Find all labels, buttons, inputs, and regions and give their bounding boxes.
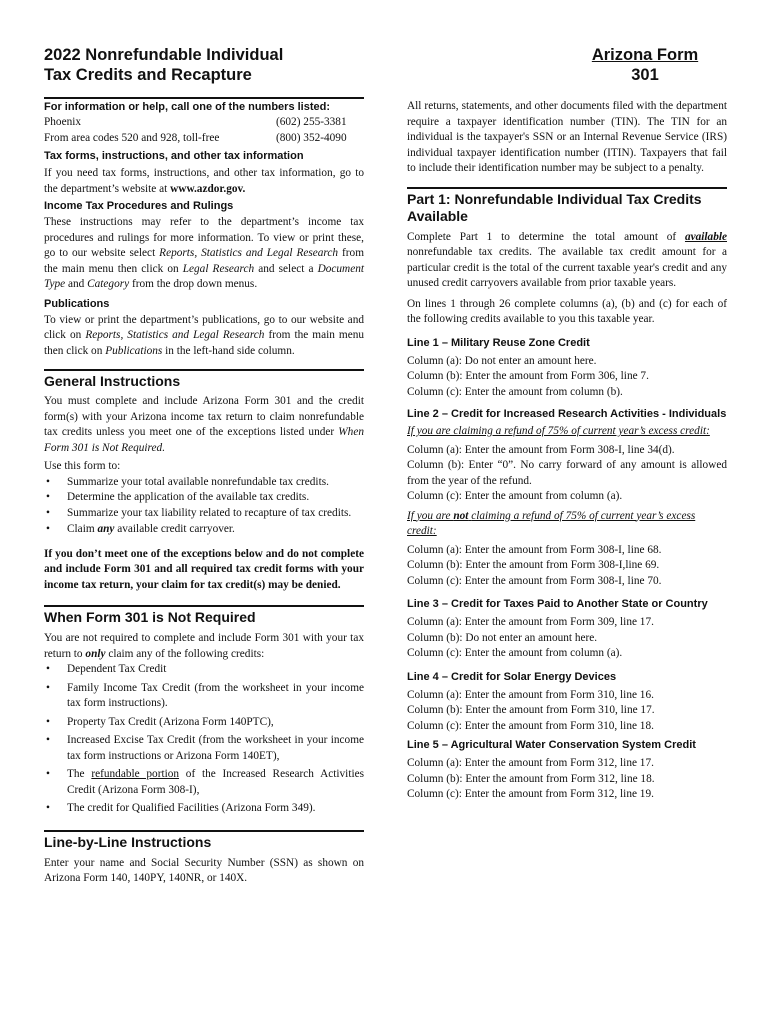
list-item: • Summarize your total available nonrefundable tax credits. — [44, 475, 364, 491]
line2-not-claim-condition: If you are not claiming a refund of 75% of current year’s excess credit: — [407, 509, 696, 537]
form-id: 301 — [631, 66, 659, 84]
line5-heading: Line 5 – Agricultural Water Conservation System Credit — [407, 739, 696, 751]
right-column — [407, 99, 727, 803]
line-by-line-text: Enter your name and Social Security Number (SSN) as shown on Arizona Form 140, 140PY, 140NR, or 140X. — [44, 856, 364, 884]
tax-forms-text: If you need tax forms, instructions, and other tax information, go to the department’s website at www.azdor.gov. — [44, 167, 364, 195]
line3-instructions — [407, 615, 727, 662]
part1-para2: On lines 1 through 26 complete columns (a), (b) and (c) for each of the following credits available to you this taxable year. — [407, 297, 727, 325]
list-item: • Determine the application of the available tax credits. — [44, 490, 364, 506]
info-section — [44, 97, 364, 146]
column-a-text: Column (a): Enter the amount from Form 309, line 17. — [407, 616, 654, 628]
left-column — [44, 97, 364, 887]
phoenix-number: (602) 255-3381 — [276, 116, 347, 128]
tax-forms-heading: Tax forms, instructions, and other tax information — [44, 150, 304, 162]
line2-claim-condition: If you are claiming a refund of 75% of current year’s excess credit: — [407, 425, 710, 437]
column-a-text: Column (a): Enter the amount from Form 310, line 16. — [407, 688, 654, 701]
column-c-text: Column (c): Enter the amount from column (a). — [407, 647, 623, 659]
part1-para1: Complete Part 1 to determine the total amount of available nonrefundable tax credits. The available tax credit amount for a particular credit is the total of the current taxable year's credit and any unused credit carryovers available from prior taxable years. — [407, 230, 728, 289]
column-a-text: Column (a): Enter the amount from Form 308-I, line 34(d). — [407, 443, 675, 456]
column-c-text: Column (c): Enter the amount from Form 312, line 19. — [407, 788, 654, 800]
form-number — [560, 45, 730, 85]
warning-text: If you don’t meet one of the exceptions below and do not complete and include Form 301 and all required tax credit forms with your income tax return, your claim for tax credit(s) may be denied. — [44, 547, 364, 591]
column-a-text: Column (a): Enter the amount from Form 312, line 17. — [407, 757, 654, 769]
info-heading: For information or help, call one of the numbers listed: — [44, 101, 331, 113]
column-b-text: Column (b): Enter the amount from Form 306, line 7. — [407, 370, 649, 382]
line5-instructions — [407, 756, 727, 803]
line4-heading: Line 4 – Credit for Solar Energy Devices — [407, 670, 617, 683]
list-item: • The refundable portion of the Increased Research Activities Credit (Arizona Form 308-I), — [44, 767, 364, 798]
line2-heading: Line 2 – Credit for Increased Research Activities - Individuals — [407, 408, 727, 420]
not-required-intro: You are not required to complete and include Form 301 with your tax return to only claim any of the following credits: — [44, 632, 364, 660]
line4-instructions — [407, 688, 727, 735]
area-code-number: (800) 352-4090 — [276, 131, 347, 144]
column-c-text: Column (c): Enter the amount from column (b). — [407, 385, 623, 398]
list-item: • The credit for Qualified Facilities (Arizona Form 349). — [44, 801, 364, 817]
procedures-text: These instructions may refer to the department’s income tax procedures and rulings for more information. To view or print these, go to our website select Reports, Statistics and Legal Research from the main menu then click on Legal Research and select a Document Type and Category from the drop down menus. — [44, 216, 364, 290]
use-form-label: Use this form to: — [44, 460, 121, 472]
title-line-1: 2022 Nonrefundable Individual — [44, 46, 284, 64]
column-b-text: Column (b): Enter the amount from Form 308-I,line 69. — [407, 559, 660, 571]
title-line-2: Tax Credits and Recapture — [44, 66, 252, 84]
part1-section — [407, 187, 727, 225]
line1-heading: Line 1 – Military Reuse Zone Credit — [407, 336, 590, 349]
line3-heading: Line 3 – Credit for Taxes Paid to Another State or Country — [407, 598, 708, 610]
not-required-section — [44, 605, 364, 626]
column-c-text: Column (c): Enter the amount from column (a). — [407, 490, 623, 502]
line-by-line-section — [44, 830, 364, 851]
not-required-list — [44, 662, 364, 817]
general-intro: You must complete and include Arizona Form 301 and the credit form(s) with your Arizona income tax return to claim nonrefundable tax credits unless you meet one of the exceptions listed under When Form 301 is Not Required. — [44, 395, 364, 454]
procedures-heading: Income Tax Procedures and Rulings — [44, 200, 234, 212]
area-code-row — [44, 131, 364, 147]
column-b-text: Column (b): Enter the amount from Form 312, line 18. — [407, 772, 655, 785]
line2-not-claim-instructions — [407, 543, 727, 590]
phoenix-label: Phoenix — [44, 116, 82, 128]
list-item: • Claim any available credit carryover. — [44, 522, 364, 538]
page-title — [44, 45, 374, 85]
returns-paragraph: All returns, statements, and other documents filed with the department require a taxpayer identification number (TIN). The TIN for an individual is the taxpayer's SSN or an Internal Revenue Service (IRS) individual taxpayer identification number (ITIN). Taxpayers that fail to include their identification number may be subject to a penalty. — [407, 100, 727, 174]
line1-instructions — [407, 354, 727, 401]
part1-heading: Part 1: Nonrefundable Individual Tax Credits Available — [407, 190, 702, 224]
column-a-text: Column (a): Do not enter an amount here. — [407, 354, 597, 367]
list-item: • Summarize your tax liability related to recapture of tax credits. — [44, 506, 364, 522]
list-item: • Property Tax Credit (Arizona Form 140PTC), — [44, 715, 364, 731]
phoenix-row — [44, 115, 364, 131]
list-item: • Family Income Tax Credit (from the worksheet in your income tax form instructions). — [44, 681, 364, 712]
line2-claim-instructions — [407, 443, 727, 505]
use-form-list — [44, 475, 364, 538]
column-c-text: Column (c): Enter the amount from Form 310, line 18. — [407, 719, 654, 732]
line-by-line-heading: Line-by-Line Instructions — [44, 833, 212, 850]
column-c-text: Column (c): Enter the amount from Form 308-I, line 70. — [407, 574, 662, 587]
publications-heading: Publications — [44, 297, 110, 310]
column-b-text: Column (b): Enter the amount from Form 310, line 17. — [407, 704, 655, 716]
area-code-label: From area codes 520 and 928, toll-free — [44, 131, 220, 144]
form-label: Arizona Form — [591, 46, 699, 64]
not-required-heading: When Form 301 is Not Required — [44, 609, 256, 625]
list-item: • Dependent Tax Credit — [44, 662, 364, 678]
column-b-text: Column (b): Enter “0”. No carry forward of any amount is allowed from the year of the refund. — [407, 459, 727, 487]
general-heading: General Instructions — [44, 373, 181, 389]
column-a-text: Column (a): Enter the amount from Form 308-I, line 68. — [407, 543, 662, 556]
column-b-text: Column (b): Do not enter an amount here. — [407, 631, 598, 644]
general-section — [44, 369, 364, 390]
website-link[interactable]: www.azdor.gov. — [170, 182, 246, 195]
list-item: • Increased Excise Tax Credit (from the worksheet in your income tax form instructions or Arizona Form 140ET), — [44, 733, 364, 764]
publications-text: To view or print the department’s publications, go to our website and click on Reports, Statistics and Legal Research from the main menu then click on Publications in the left-hand side column. — [44, 313, 365, 357]
